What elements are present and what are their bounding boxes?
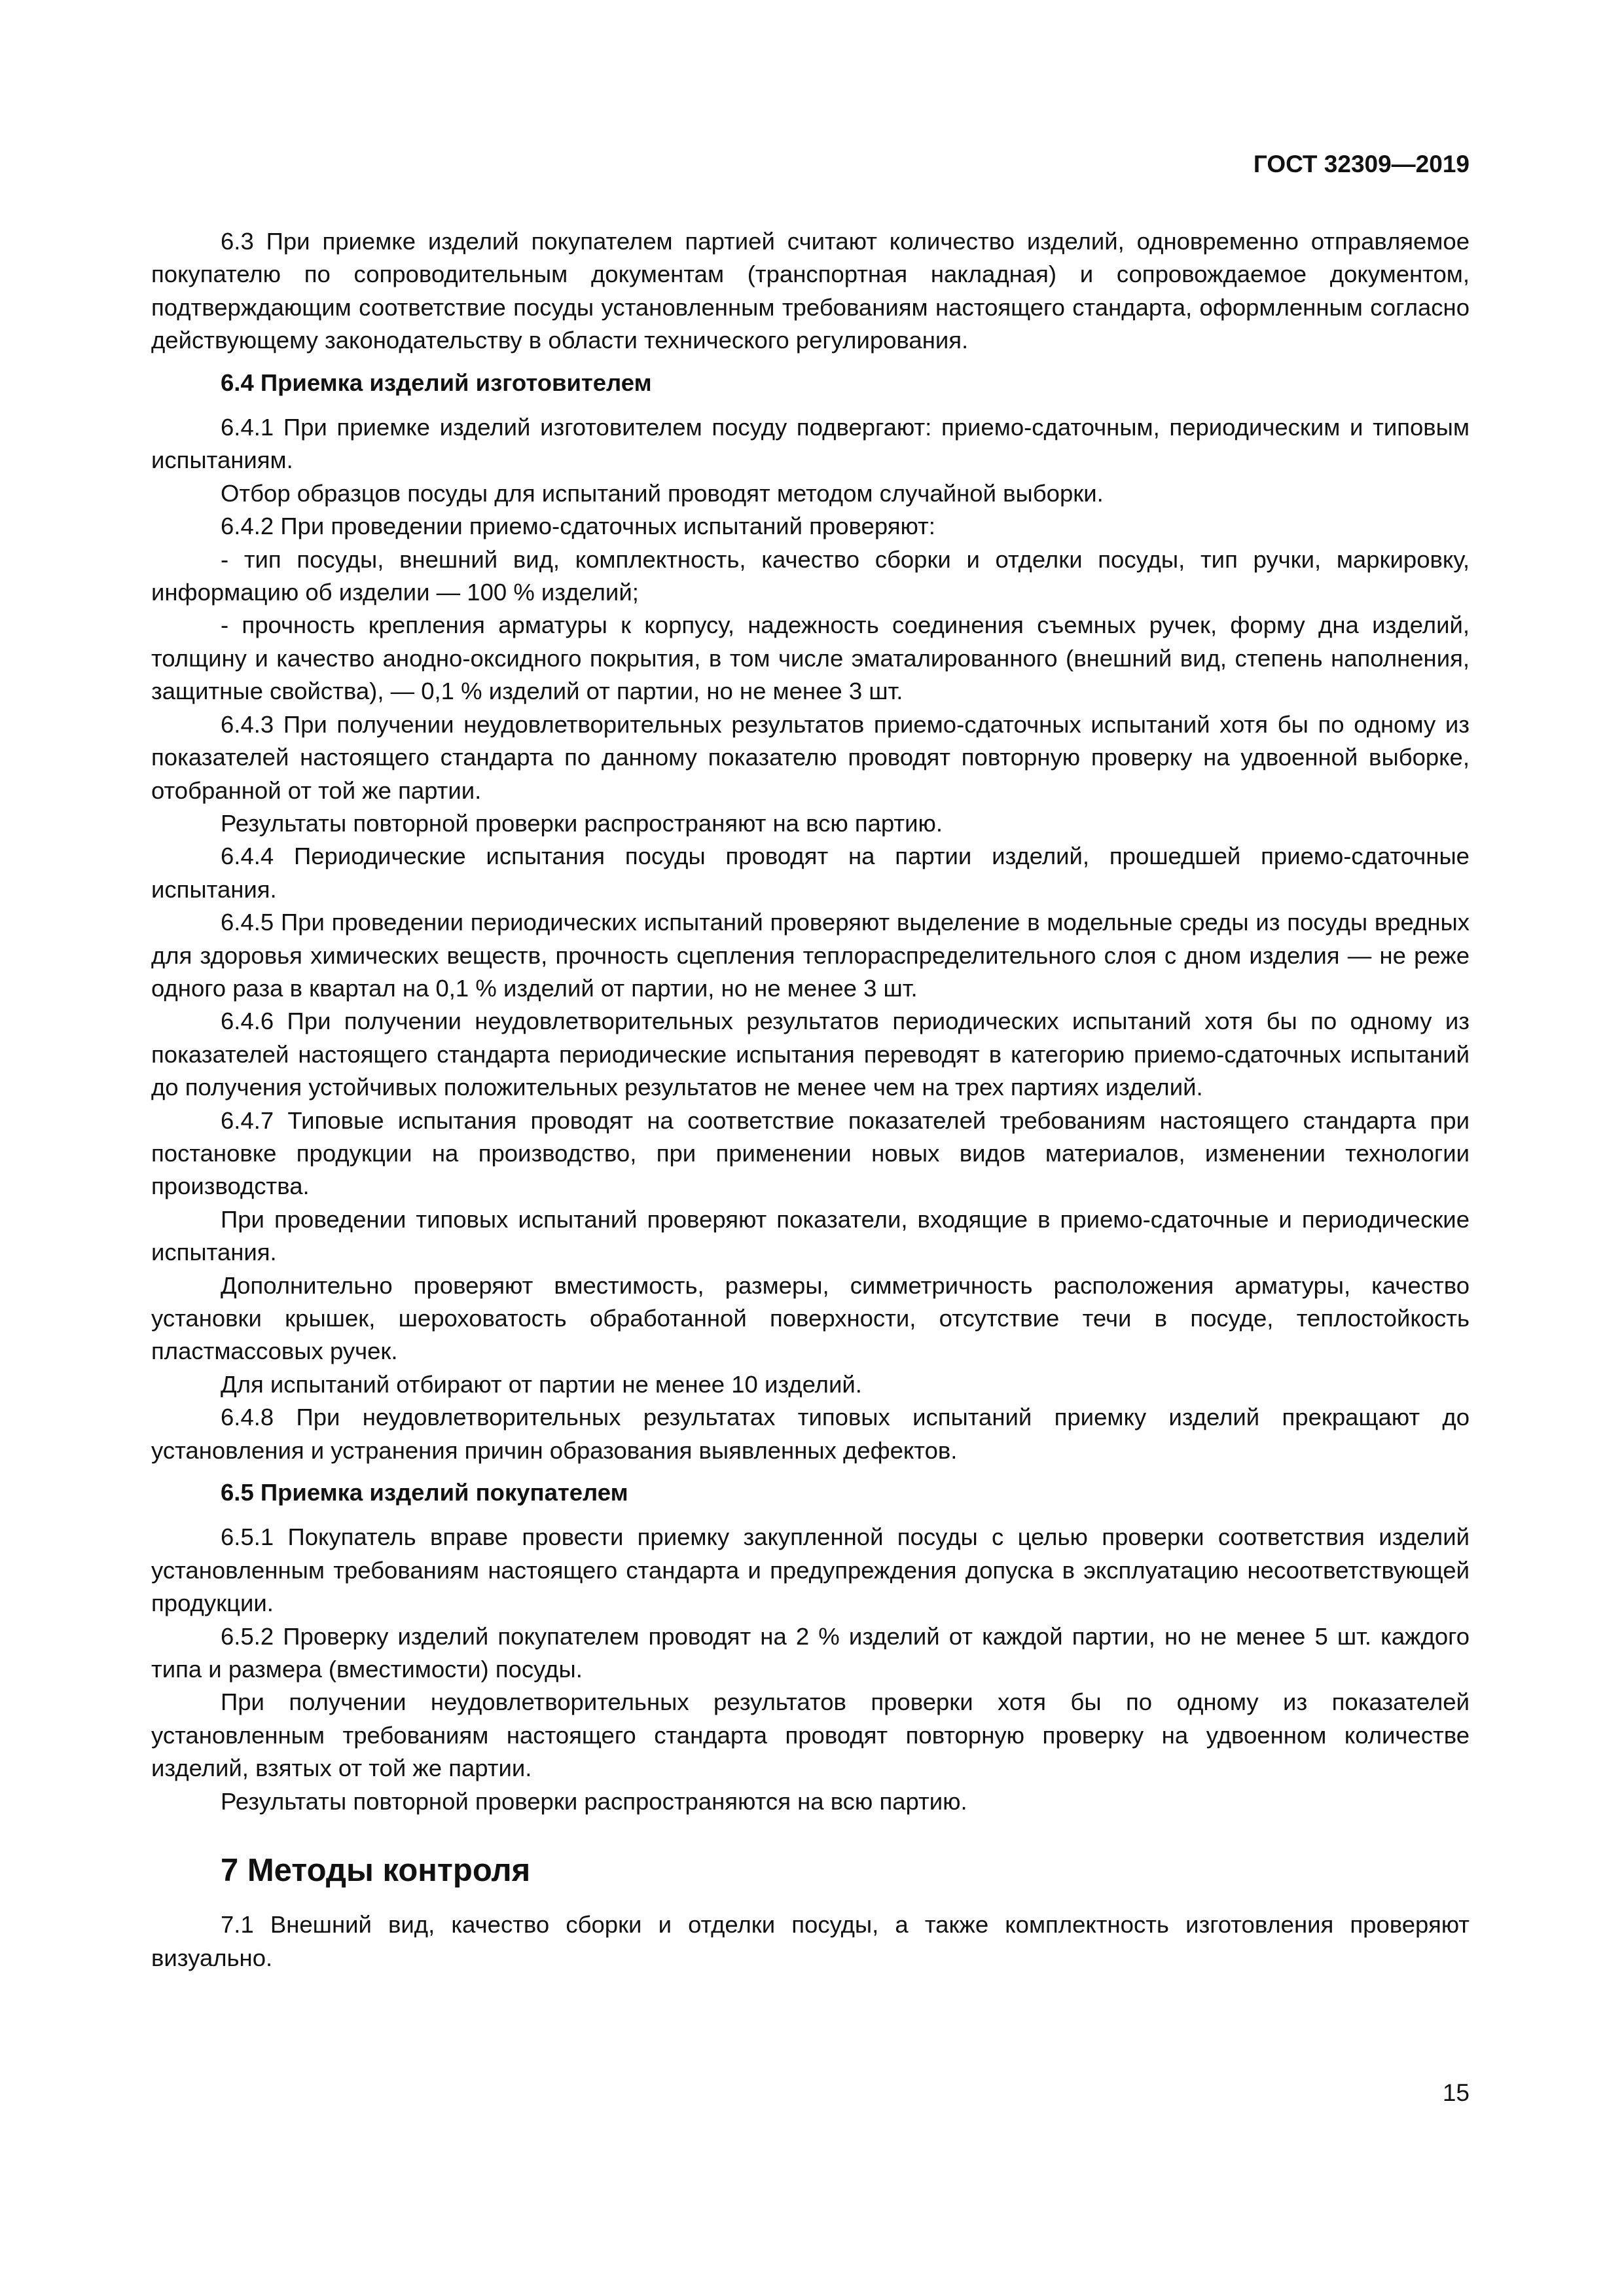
paragraph-6-4-6: 6.4.6 При получении неудовлетворительных результатов периодических испытаний хотя бы по одному из показателей настоящего стандарта периодические испытания переводят в категорию приемо-сдаточных испытаний до получения устойчивых положительных результатов не менее чем на трех партиях изделий.	[151, 1008, 1470, 1101]
paragraph-6-4-4: 6.4.4 Периодические испытания посуды проводят на партии изделий, прошедшей приемо-сдаточные испытания.	[151, 843, 1470, 903]
section-heading-6-5: 6.5 Приемка изделий покупателем	[221, 1479, 628, 1506]
paragraph-buyer-retest: При получении неудовлетворительных результатов проверки хотя бы по одному из показателей установленным требованиям настоящего стандарта проводят повторную проверку на удвоенном количестве изделий, взятых от той же партии.	[151, 1688, 1470, 1782]
paragraph-6-4-1: 6.4.1 При приемке изделий изготовителем посуду подвергают: приемо-сдаточным, периодическим и типовым испытаниям.	[151, 414, 1470, 474]
paragraph-6-5-2: 6.5.2 Проверку изделий покупателем проводят на 2 % изделий от каждой партии, но не менее 5 шт. каждого типа и размера (вместимости) посуды.	[151, 1622, 1470, 1683]
paragraph-type-tests: При проведении типовых испытаний проверяют показатели, входящие в приемо-сдаточные и периодические испытания.	[151, 1205, 1470, 1266]
document-code: ГОСТ 32309—2019	[1253, 151, 1470, 177]
paragraph-additional-checks: Дополнительно проверяют вместимость, размеры, симметричность расположения арматуры, качество установки крышек, шероховатость обработанной поверхности, отсутствие течи в посуде, теплостойкость пластмассовых ручек.	[151, 1271, 1470, 1365]
paragraph-6-5-1: 6.5.1 Покупатель вправе провести приемку закупленной посуды с целью проверки соответствия изделий установленным требованиям настоящего стандарта и предупреждения допуска в эксплуатацию несоответствующей продукции.	[151, 1523, 1470, 1617]
paragraph-sampling: Отбор образцов посуды для испытаний проводят методом случайной выборки.	[221, 479, 1104, 507]
paragraph-7-1: 7.1 Внешний вид, качество сборки и отделки посуды, а также комплектность изготовления проверяют визуально.	[151, 1911, 1470, 1971]
paragraph-6-4-5: 6.4.5 При проведении периодических испытаний проверяют выделение в модельные среды из посуды вредных для здоровья химических веществ, прочность сцепления теплораспределительного слоя с дном изделия — не реже одного раза в квартал на 0,1 % изделий от партии, но не менее 3 шт.	[151, 909, 1470, 1002]
paragraph-6-4-2: 6.4.2 При проведении приемо-сдаточных испытаний проверяют:	[221, 513, 935, 540]
paragraph-buyer-retest-result: Результаты повторной проверки распространяются на всю партию.	[221, 1787, 967, 1815]
paragraph-6-4-3: 6.4.3 При получении неудовлетворительных результатов приемо-сдаточных испытаний хотя бы по одному из показателей настоящего стандарта по данному показателю проводят повторную проверку на удвоенной выборке, отобранной от той же партии.	[151, 710, 1470, 804]
page-number: 15	[1442, 2079, 1470, 2106]
paragraph-6-4-8: 6.4.8 При неудовлетворительных результатах типовых испытаний приемку изделий прекращают до установления и устранения причин образования выявленных дефектов.	[151, 1404, 1470, 1464]
paragraph-retest-result: Результаты повторной проверки распространяют на всю партию.	[221, 809, 943, 837]
section-heading-6-4: 6.4 Приемка изделий изготовителем	[221, 369, 652, 396]
document-body	[151, 225, 1470, 1975]
chapter-heading-7: 7 Методы контроля	[221, 1853, 531, 1889]
list-item-100-percent: - тип посуды, внешний вид, комплектность, качество сборки и отделки посуды, тип ручки, маркировку, информацию об изделии — 100 % изделий;	[151, 545, 1470, 606]
paragraph-6-3: 6.3 При приемке изделий покупателем партией считают количество изделий, одновременно отправляемое покупателю по сопроводительным документам (транспортная накладная) и сопровождаемое документом, подтверждающим соответствие посуды установленным требованиям настоящего стандарта, оформленным согласно действующему законодательству в области технического регулирования.	[151, 228, 1470, 354]
paragraph-sample-size: Для испытаний отбирают от партии не менее 10 изделий.	[221, 1370, 862, 1398]
paragraph-6-4-7: 6.4.7 Типовые испытания проводят на соответствие показателей требованиям настоящего стандарта при постановке продукции на производство, при применении новых видов материалов, изменении технологии производства.	[151, 1106, 1470, 1200]
list-item-0-1-percent: - прочность крепления арматуры к корпусу, надежность соединения съемных ручек, форму дна изделий, толщину и качество анодно-оксидного покрытия, в том числе эматалированного (внешний вид, степень наполнения, защитные свойства), — 0,1 % изделий от партии, но не менее 3 шт.	[151, 611, 1470, 705]
